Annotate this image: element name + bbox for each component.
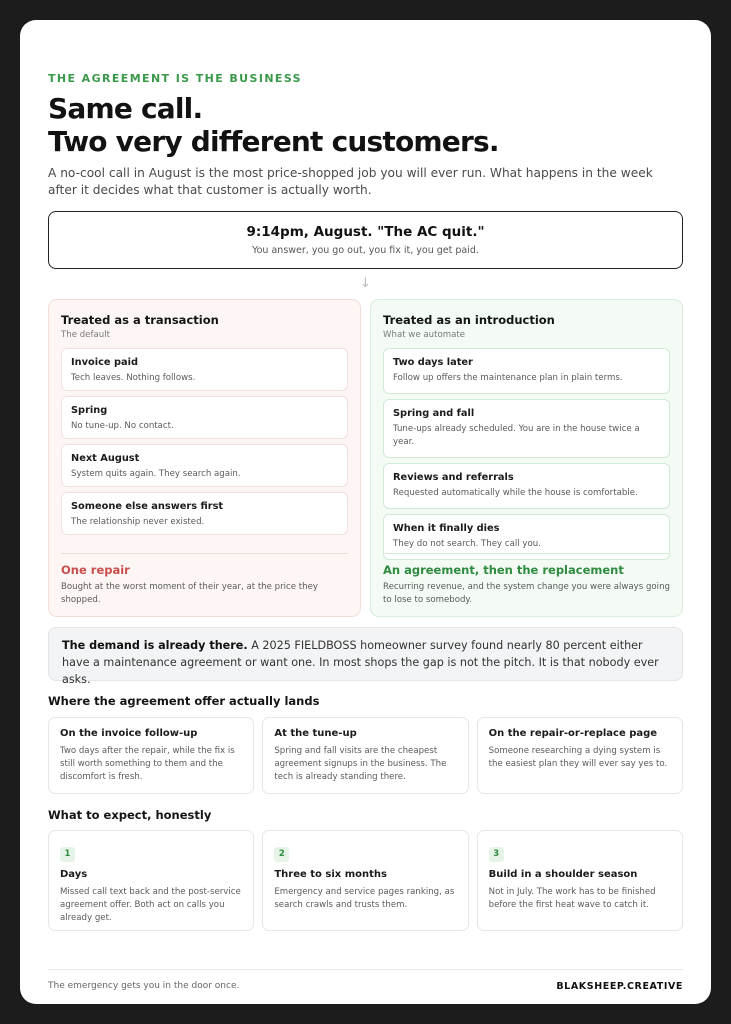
demand-callout [48,627,683,686]
lands-card [477,717,683,794]
lands-card [48,717,254,794]
page-title [48,92,688,158]
call-title: 9:14pm, August. "The AC quit." [246,224,485,240]
card-title: On the invoice follow-up [60,728,198,739]
transaction-step [61,396,348,439]
step-desc: They do not search. They call you. [393,539,541,549]
step-title: Spring and fall [393,408,475,419]
step-desc: Follow up offers the maintenance plan in plain terms. [393,373,623,383]
card-title: On the repair-or-replace page [488,728,658,739]
step-desc: Tech leaves. Nothing follows. [71,373,196,383]
demand-body: A 2025 FIELDBOSS homeowner survey found nearly 80 percent either have a maintenance agreement or want one. In most shops the gap is not the pitch. It is that nobody ever asks. [62,639,659,686]
expect-card [477,830,683,931]
step-desc: No tune-up. No contact. [71,421,174,431]
outcome-desc: Recurring revenue, and the system change you were always going to lose to somebody. [383,582,670,605]
transaction-column [48,299,361,617]
call-box [48,211,683,269]
introduction-title: Treated as an introduction [383,313,555,327]
card-desc: Someone researching a dying system is the easiest plan they will ever say yes to. [488,746,668,769]
step-title: Someone else answers first [71,501,224,512]
card-desc: Two days after the repair, while the fix is still worth something to them and the discomfort is fresh. [60,746,235,782]
lede: A no-cool call in August is the most price-shopped job you will ever run. What happens in the week after it decides what that customer is actually worth. [48,166,653,197]
lands-cards [48,717,683,794]
step-title: When it finally dies [393,523,500,534]
outcome-title: An agreement, then the replacement [383,563,624,577]
card-desc: Emergency and service pages ranking, as search crawls and trusts them. [274,887,455,910]
card-desc: Spring and fall visits are the cheapest agreement signups in the business. The tech is already standing there. [274,746,447,782]
step-desc: Tune-ups already scheduled. You are in the house twice a year. [393,424,640,447]
step-title: Two days later [393,357,473,368]
footer-tagline: The emergency gets you in the door once. [48,981,240,991]
arrow-down-icon: ↓ [360,276,371,291]
call-subtitle: You answer, you go out, you fix it, you get paid. [252,245,479,256]
card-title: Build in a shoulder season [488,869,638,880]
transaction-title: Treated as a transaction [61,313,219,327]
introduction-step [383,463,670,509]
lands-card [262,717,468,794]
transaction-subtitle: The default [61,330,110,340]
footer-divider [48,969,683,970]
introduction-outcome [383,553,670,607]
outcome-desc: Bought at the worst moment of their year, at the price they shopped. [61,582,318,605]
step-title: Next August [71,453,140,464]
step-number: 1 [60,847,75,862]
step-title: Spring [71,405,108,416]
expect-cards [48,830,683,931]
step-title: Invoice paid [71,357,138,368]
transaction-outcome [61,553,348,607]
page [20,20,711,1004]
expect-card [48,830,254,931]
introduction-step [383,399,670,458]
transaction-steps [61,348,348,535]
lands-heading: Where the agreement offer actually lands [48,694,320,708]
introduction-column [370,299,683,617]
step-title: Reviews and referrals [393,472,514,483]
expect-heading: What to expect, honestly [48,808,212,822]
step-desc: System quits again. They search again. [71,469,241,479]
step-number: 3 [489,847,504,862]
introduction-subtitle: What we automate [383,330,465,340]
card-desc: Not in July. The work has to be finished before the first heat wave to catch it. [488,887,656,910]
expect-card [262,830,468,931]
title-line-2: Two very different customers. [48,125,499,158]
step-number: 2 [274,847,289,862]
card-title: Days [60,869,88,880]
card-desc: Missed call text back and the post-service agreement offer. Both act on calls you already get. [60,887,241,923]
demand-lead: The demand is already there. [62,639,248,652]
outcome-title: One repair [61,563,130,577]
introduction-step [383,348,670,394]
card-title: At the tune-up [274,728,357,739]
transaction-step [61,492,348,535]
step-desc: Requested automatically while the house is comfortable. [393,488,638,498]
transaction-step [61,444,348,487]
introduction-steps [383,348,670,560]
step-desc: The relationship never existed. [71,517,205,527]
footer-brand: BLAKSHEEP.CREATIVE [556,981,683,992]
card-title: Three to six months [274,869,387,880]
transaction-step [61,348,348,391]
eyebrow: THE AGREEMENT IS THE BUSINESS [48,72,302,85]
title-line-1: Same call. [48,92,203,125]
